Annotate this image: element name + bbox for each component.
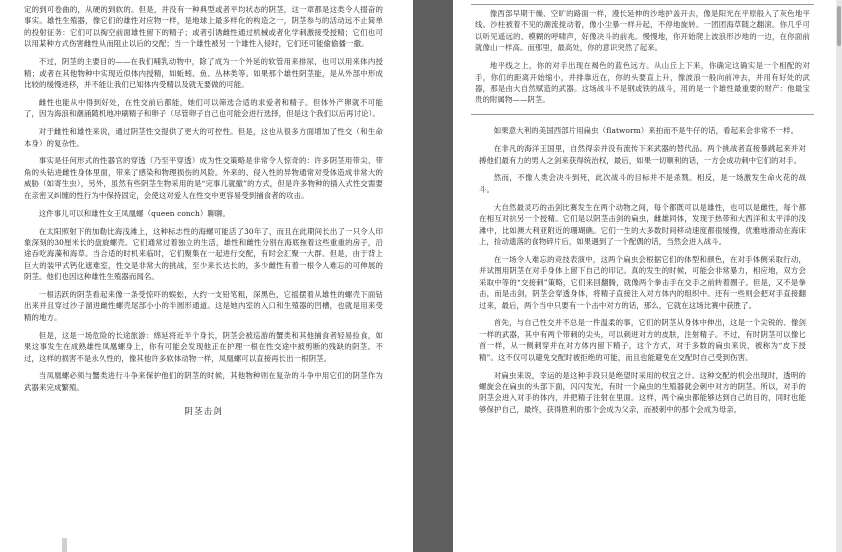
right-paragraph-1: 如果意大利的美国西部片用扁虫（flatworm）来拍而不是牛仔的话，看起来会非常不一样。	[493, 126, 799, 136]
left-paragraph-8: 一根活跃的阴茎看起来像一条受惊吓的蜈蚣，大约一支铅笔粗，深黑色，它摇摆着从雄性的螺壳下面钻出来并且穿过沙子溜进雌性螺壳尾部小小的半圆形通道。这是她内室的入口和生殖器的凹槽，也就是用来受精的地方。	[24, 290, 383, 322]
left-paragraph-1: 定的到可卷曲的，从硬的到软的。但是，并没有一种典型或者平均状态的阴茎，这一章都是这类令人掇奋的事实。雄性生殖器，像它们的雄性对应物一样，是地球上最多样化的构造之一，阴茎参与的活动远不止简单的投射征务：它们可以掏空前面雄性留下的精子；或者引诱雌性通过机械或者化学刺激接受授精；它们也可以用某种方式伤害雌性从而阻止以后的交配；当一个雄性被另一个雄性入侵时，它们还可能偷偷播一撒。	[24, 5, 383, 49]
left-page	[0, 0, 413, 552]
page-gutter	[413, 0, 453, 552]
vertical-scrollbar[interactable]	[836, 0, 842, 552]
box-paragraph-2: 地平线之上，你的对手出现在褐色的蓝色远方。从山丘上下来，你确定这确实是一个相配的对手，你们的距离开始缩小，并排靠近在，你的头要直上升，像波浪一般向前冲去，并用有好处的武器，那是由大自然赋造的武器。这场战斗不是钢或铁的战斗，用的是一个雄性最重要的财产：他最宝贵的附属物——阴茎。	[475, 61, 810, 105]
scrollbar-thumb[interactable]	[837, 6, 841, 46]
right-paragraph-6: 首先，与自己性交并不总是一件温柔的事，它们的阴茎从身体中伸出，这是一个尖锐的、像剑一样的武器，其中有两个带刺的尖头，可以刺进对方的皮肤，注射精子。不过，有时阴茎可以像匕首一样，从一侧刺穿并在对方体内留下精子，这个方式，对于多数的扁虫来说，被称为“皮下授精”。这不仅可以避免交配时被拒绝的可能，而且也能避免在交配时自己受到伤害。	[479, 318, 806, 362]
right-paragraph-3: 然而，不像人类会决斗到死，此次战斗的目标并不是杀戮。相反，是一场激发生命火花的战斗。	[479, 173, 806, 194]
left-paragraph-9: 但是，这是一场危险的长途旅游：绵延将近半个身长，阴茎会被巡游的蟹类和其他捕食者轻易捡食，如果这事发生在成熟雄性凤凰螺身上，你有可能会发现他正在护理一根在性交途中被剪断的残缺的阴茎。不过，这样的损害不是永久性的，像其他许多软体动物一样，凤凰螺可以直接再长出一根阴茎。	[24, 330, 383, 363]
left-paragraph-3: 雌性也能从中得到好处，在性交前后都能，她们可以筛选合适的求爱者和精子。但体外产卵就不可能了，因为海浪和潮涌随机地冲刷精子和卵子（尽管卵子自己也可能会进行选择，但是这个我们以后再讨论）。	[24, 97, 383, 119]
right-paragraph-2: 在非凡的海洋王国里，自然得亲并没有流传下来武器的替代品。两个挑战者直接暴跳起来并对搏他们最有力的男人之剑来获得统治权，最后，如果一切顺利的话，一方会成功刺中它们的对手。	[479, 144, 806, 165]
left-paragraph-6: 这件事儿可以和雄性女王凤凰螺（queen conch）聊聊。	[38, 208, 230, 218]
left-paragraph-5: 事实是任何形式的性器官的穿透（乃至平穿透）成为性交策略是非常令人惊奇的：许多阴茎用带尖、带角的头钻进雌性身体里面，带来了感染和物理损伤的风险。外来的、侵入性的异物通常对受体造成非常大的威胁（如寄生虫），另外，虽然有些阴茎生物采用的是“完事儿就撤”的方式，但是许多物种的插入式性交需要在亲密又纠缠的性行为中保持固定，会使这对爱人在性交中更容易受到捕食者的攻击。	[24, 156, 383, 200]
left-paragraph-2: 不过，阴茎的主要目的——在我们哺乳动物中，除了成为一个外延的软管用来排尿，也可以用来体内授精；或者在其他物种中实现近似体内授精，如蚯蚓、鱼、丛林类等。如果那个雄性阴茎能，是从外部中形成比较的缓慢进移，并不能让我们已知体内受精以及就无要做的可能。	[24, 57, 383, 89]
section-heading: 阴茎击剑	[184, 407, 223, 418]
left-scroll-marker[interactable]	[62, 538, 67, 552]
box-paragraph-1: 像西部早期干燥、空旷的路面一样，漫长延伸的沙地护盖开去，像是阳光在平原般入了灰色地平线。沙柱被着不见的潮流搅动着，像小尘暴一样升起，不停地旋转。一团团海草随之翻滚。你几乎可以听见遥远的、模糊的呼啸声，好像决斗的前兆。慢慢地，你开始爬上波浪形沙地的一边，在你面前就像山一样高。而那里，最高处，你的意识突然了起来。	[475, 9, 810, 53]
right-paragraph-4: 大自然最灵巧的击剑比赛发生在两个动物之间，每个都既可以是雄性，也可以是雌性，每个都在相互对抗另一个授精。它们是以阴茎击剑的扁虫，雌雄同体，发现于热带和大西洋和太平洋的浅滩中，比如澳大利亚附近的珊瑚礁。它们一生的大多数时间移动速度都很缓慢，优雅地滑动在海床上，捡动遗落的食物碎片后，如果遇到了一个配偶的话，当然会进入战斗。	[479, 202, 806, 246]
right-paragraph-7: 对扁虫来说，幸运的是这种手段只是绝望时采用的权宜之计。这种交配的机会出现时，透明的螺旋会在扁虫的头部下面，闪闪发光，有时一个扁虫的生殖器就会刺中对方的阴茎。所以，对手的阴茎会进入对手的体内，并把精子注射在里面。这样，两个扁虫都能够达到自己的目的，同时也能够保护自己，最终，获得胜利的那个会成为父亲，而被刺中的那个会成为母亲。	[479, 370, 806, 414]
left-paragraph-4: 对于雌性和雄性来说，通过阴茎性交提供了更大的可控性。但是，这也从很多方面增加了性交（和生命本身）的复杂性。	[24, 127, 383, 148]
right-page	[453, 0, 842, 552]
right-paragraph-5: 在一场令人难忘的竞技表演中，这两个扁虫会根据它们的体型和颜色，在对手体侧采取行动，并试图用阴茎在对手身体上留下自己的印记。真的发生的时候，可能会非常暴力，相应地，双方会采取中等的“交接刺”策略，它们来回翻腾，就像两个拳击手在交手之前转着圈子。但是，又不是拳击，而是击剑，阴茎会穿透身体，将精子直接注入对方体内的组织中。还有一些则会把对手直接翻过来，最后，两个当中只要有一个击中对方的话，那么，它就在这场比赛中获胜了。	[479, 254, 806, 310]
left-paragraph-7: 在太阳照射下的加勒比海浅滩上，这种标志性的海螺可能活了30年了，而且在此期间长出了一只令人印象深刻的30厘米长的盘旋螺壳。它们通常过着独立的生活，雄性和雌性分别在海底拖着这些重重的房子，沿途吞吃海藻和海草。当合适的时机来临时，它们聚集在一起进行交配，有时会汇聚一大群。但是，由于背上巨大的装甲式钙化遮难室，性交是非常大的挑战，至少来长达长的，多少雌性有着一根令人难忘的可伸展的阴茎。他们也因这种雄性生殖器而闻名。	[24, 226, 383, 282]
left-paragraph-10: 当凤凰螺必须与蟹类进行斗争来保护他们的阴茎的时候，其他物种则在复杂的斗争中用它们的阴茎作为武器来完成繁殖。	[24, 371, 383, 392]
intro-box	[471, 4, 814, 115]
